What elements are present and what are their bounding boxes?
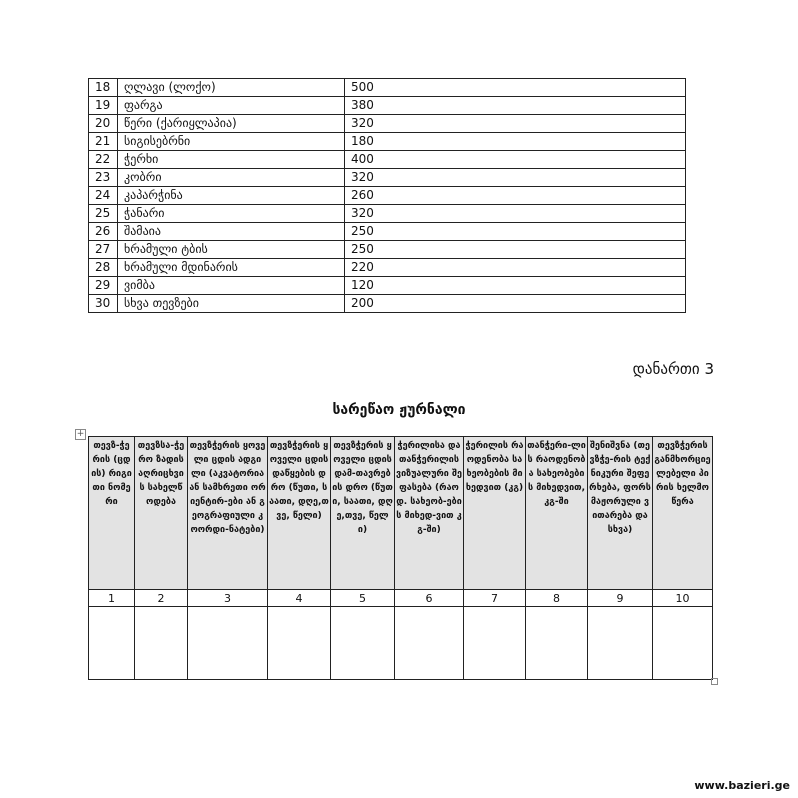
row-value: 320 <box>345 115 686 133</box>
table-row <box>89 97 686 115</box>
row-value: 380 <box>345 97 686 115</box>
column-index: 3 <box>188 590 268 607</box>
column-header: თევზ-ჭერის (ცდის) რიგითი ნომერი <box>89 437 135 590</box>
column-index: 2 <box>135 590 188 607</box>
row-number: 22 <box>89 151 118 169</box>
row-value: 220 <box>345 259 686 277</box>
column-header: ჭერილის რაოდენობა სახეობების მიხედვით (კგ) <box>464 437 526 590</box>
row-value: 250 <box>345 241 686 259</box>
row-value: 400 <box>345 151 686 169</box>
column-header: თევზჭერის ყოველი ცდის დამ-თავრების დრო (წუთი, საათი, დღე,თვე, წელი) <box>331 437 395 590</box>
row-value: 320 <box>345 169 686 187</box>
species-name: ღლავი (ლოქო) <box>118 79 345 97</box>
table-row <box>89 79 686 97</box>
species-name: ფარგა <box>118 97 345 115</box>
table-row <box>89 115 686 133</box>
species-name: წერი (ქარიყლაპია) <box>118 115 345 133</box>
row-number: 24 <box>89 187 118 205</box>
row-number: 30 <box>89 295 118 313</box>
empty-cell[interactable] <box>188 607 268 680</box>
column-index: 6 <box>395 590 464 607</box>
table-row <box>89 259 686 277</box>
row-number: 27 <box>89 241 118 259</box>
empty-cell[interactable] <box>526 607 588 680</box>
row-value: 200 <box>345 295 686 313</box>
column-header: თევზსა-ჭერო ზადის აღრიცხვის სახელწოდება <box>135 437 188 590</box>
fishing-log-table <box>88 436 713 680</box>
species-name: ჭერხი <box>118 151 345 169</box>
row-value: 500 <box>345 79 686 97</box>
site-watermark: www.bazieri.ge <box>694 779 790 792</box>
column-index: 1 <box>89 590 135 607</box>
species-name: სხვა თევზები <box>118 295 345 313</box>
row-number: 21 <box>89 133 118 151</box>
table-resize-handle[interactable] <box>711 678 718 685</box>
empty-cell[interactable] <box>331 607 395 680</box>
table-row <box>89 169 686 187</box>
column-header: თევზჭერის ყოველი ცდის ადგილი (აკვატორია ან სამხრეთი ორიენტირ-ები ან გეოგრაფიული კოორდი-ნატები) <box>188 437 268 590</box>
column-header: თევზჭერის განმხორციელებელი პირის ხელმოწერა <box>653 437 713 590</box>
row-number: 19 <box>89 97 118 115</box>
column-index: 9 <box>588 590 653 607</box>
species-name: შამაია <box>118 223 345 241</box>
species-name: ხრამული ტბის <box>118 241 345 259</box>
row-number: 18 <box>89 79 118 97</box>
species-name: კობრი <box>118 169 345 187</box>
species-name: ჭანარი <box>118 205 345 223</box>
column-index: 7 <box>464 590 526 607</box>
table-row <box>89 241 686 259</box>
empty-cell[interactable] <box>89 607 135 680</box>
table-row <box>89 205 686 223</box>
table-row <box>89 133 686 151</box>
column-index: 8 <box>526 590 588 607</box>
row-value: 120 <box>345 277 686 295</box>
row-value: 250 <box>345 223 686 241</box>
table-row <box>89 223 686 241</box>
row-number: 26 <box>89 223 118 241</box>
column-header: ჭერილისა და თანჭერილის ვიზუალური შეფასება (რაოდ. სახეობ-ების მიხედ-ვით კგ-ში) <box>395 437 464 590</box>
table-row <box>89 151 686 169</box>
row-number: 28 <box>89 259 118 277</box>
table-row <box>89 295 686 313</box>
fish-species-table <box>88 78 686 313</box>
table-row <box>89 187 686 205</box>
species-name: ხრამული მდინარის <box>118 259 345 277</box>
row-value: 260 <box>345 187 686 205</box>
row-value: 320 <box>345 205 686 223</box>
row-value: 180 <box>345 133 686 151</box>
column-header: თანჭერი-ლის რაოდენობა სახეობების მიხედვით, კგ-ში <box>526 437 588 590</box>
journal-title: სარეწაო ჟურნალი <box>332 402 466 418</box>
empty-cell[interactable] <box>268 607 331 680</box>
empty-cell[interactable] <box>464 607 526 680</box>
column-index: 5 <box>331 590 395 607</box>
annex-label: დანართი 3 <box>632 360 714 378</box>
column-header: თევზჭერის ყოველი ცდის დაწყების დრო (წუთი, საათი, დღე,თვე, წელი) <box>268 437 331 590</box>
empty-cell[interactable] <box>135 607 188 680</box>
species-name: სიგისებრნი <box>118 133 345 151</box>
column-index: 4 <box>268 590 331 607</box>
species-name: ვიმბა <box>118 277 345 295</box>
empty-cell[interactable] <box>653 607 713 680</box>
empty-cell[interactable] <box>395 607 464 680</box>
column-index: 10 <box>653 590 713 607</box>
table-move-handle-icon[interactable]: + <box>76 429 85 439</box>
row-number: 25 <box>89 205 118 223</box>
row-number: 29 <box>89 277 118 295</box>
species-name: კაპარჭინა <box>118 187 345 205</box>
row-number: 20 <box>89 115 118 133</box>
table-row <box>89 277 686 295</box>
column-header: შენიშვნა (თევზჭე-რის ტექნიკური შეფერხება, ფორსმაჟორული ვითარება და სხვა) <box>588 437 653 590</box>
empty-cell[interactable] <box>588 607 653 680</box>
row-number: 23 <box>89 169 118 187</box>
